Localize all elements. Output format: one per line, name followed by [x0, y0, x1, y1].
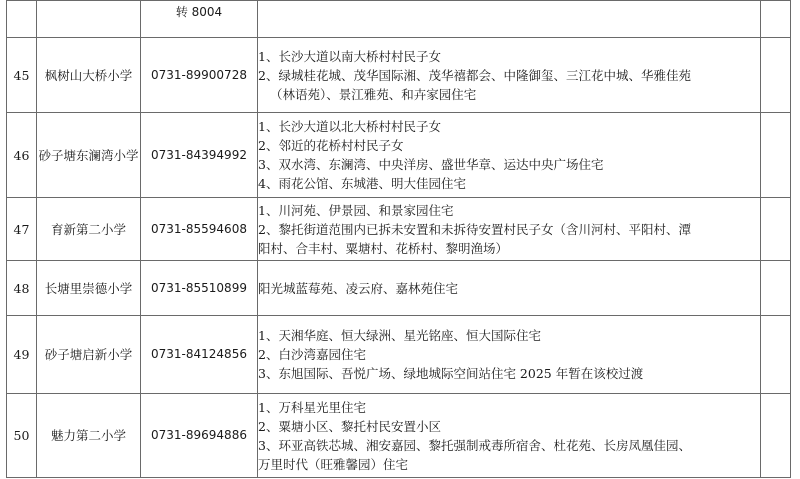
enrollment-area [258, 316, 761, 394]
table-row [7, 1, 791, 38]
area-line: 4、雨花公馆、东城港、明大佳园住宅 [258, 176, 466, 191]
area-line: 2、邻近的花桥村村民子女 [258, 138, 404, 153]
table-row [7, 198, 791, 261]
school-name: 长塘里崇德小学 [37, 261, 141, 316]
area-line: （林语苑）、景江雅苑、和卉家园住宅 [270, 86, 477, 102]
row-number: 50 [7, 394, 37, 478]
phone-number: 0731-89900728 [141, 38, 258, 113]
phone-number: 0731-84124856 [141, 316, 258, 394]
row-number: 48 [7, 261, 37, 316]
row-number: 45 [7, 38, 37, 113]
enrollment-area [258, 198, 761, 261]
table-cell [761, 1, 791, 38]
phone-extension: 转 8004 [175, 5, 223, 19]
area-line: 2、黎托街道范围内已拆未安置和未拆待安置村民子女（含川河村、平阳村、潭 [258, 221, 691, 237]
table-cell [761, 261, 791, 316]
table-cell [761, 394, 791, 478]
school-name: 育新第二小学 [37, 198, 141, 261]
phone-number: 0731-85594608 [141, 198, 258, 261]
phone-number: 0731-85510899 [141, 261, 258, 316]
table-cell [761, 316, 791, 394]
area-line: 2、粟塘小区、黎托村民安置小区 [258, 418, 441, 434]
enrollment-area [258, 113, 761, 198]
enrollment-area [258, 394, 761, 478]
school-name: 枫树山大桥小学 [37, 38, 141, 113]
table-row [7, 38, 791, 113]
enrollment-area [258, 261, 761, 316]
table-row [7, 113, 791, 198]
table-cell [37, 1, 141, 38]
area-line: 2、白沙湾嘉园住宅 [258, 347, 366, 362]
area-line: 3、环亚高铁芯城、湘安嘉园、黎托强制戒毒所宿舍、杜花苑、长房凤凰佳园、 [258, 437, 691, 453]
school-name: 魅力第二小学 [37, 394, 141, 478]
enrollment-area [258, 38, 761, 113]
area-line: 阳村、合丰村、粟塘村、花桥村、黎明渔场） [258, 240, 509, 256]
area-line: 1、天湘华庭、恒大绿洲、星光铭座、恒大国际住宅 [258, 328, 541, 343]
area-line: 阳光城蓝莓苑、凌云府、嘉林苑住宅 [258, 280, 459, 296]
table-cell [761, 113, 791, 198]
table-cell [761, 198, 791, 261]
school-name: 砂子塘启新小学 [37, 316, 141, 394]
area-line: 3、双水湾、东澜湾、中央洋房、盛世华章、运达中央广场住宅 [258, 157, 604, 172]
area-line: 2、绿城桂花城、茂华国际湘、茂华禧都会、中隆御玺、三江花中城、华雅佳苑 [258, 67, 691, 83]
row-number: 47 [7, 198, 37, 261]
area-line: 万里时代（旺雅馨园）住宅 [258, 456, 409, 472]
table-cell [761, 38, 791, 113]
table-row [7, 394, 791, 478]
area-line: 3、东旭国际、吾悦广场、绿地城际空间站住宅 2025 年暂在该校过渡 [258, 366, 644, 381]
phone-number: 0731-89694886 [141, 394, 258, 478]
area-line: 1、长沙大道以北大桥村村民子女 [258, 119, 441, 134]
table-row [7, 261, 791, 316]
area-line: 1、川河苑、伊景园、和景家园住宅 [258, 202, 454, 218]
area-line: 1、长沙大道以南大桥村村民子女 [258, 48, 441, 64]
school-name: 砂子塘东澜湾小学 [37, 113, 141, 198]
table-cell [258, 1, 761, 38]
table-row [7, 316, 791, 394]
school-district-table [6, 0, 791, 478]
phone-cell [141, 1, 258, 38]
row-number: 46 [7, 113, 37, 198]
phone-number: 0731-84394992 [141, 113, 258, 198]
row-number: 49 [7, 316, 37, 394]
area-line: 1、万科星光里住宅 [258, 399, 366, 415]
table-cell [7, 1, 37, 38]
